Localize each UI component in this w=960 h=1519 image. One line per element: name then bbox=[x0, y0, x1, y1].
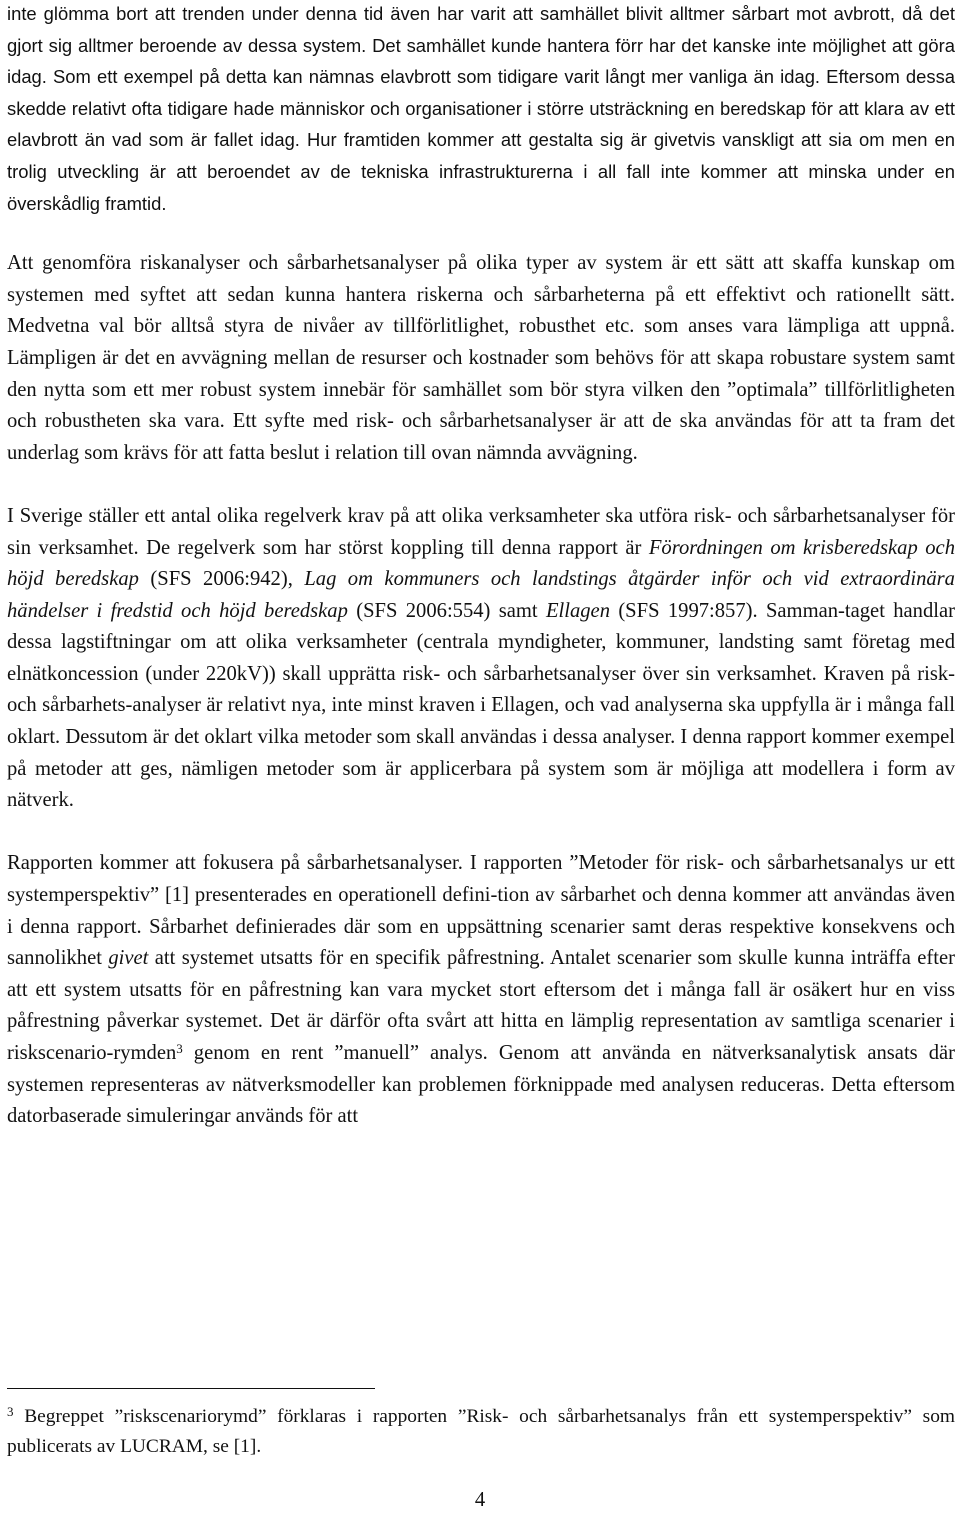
text-run: (SFS 2006:554) samt bbox=[347, 599, 546, 622]
paragraph-regulations bbox=[7, 501, 955, 817]
paragraph-intro bbox=[7, 0, 955, 219]
text-run: inte glömma bort att trenden under denna tid även har varit att samhället blivit alltmer sårbart mot avbrott, då det gjort sig alltmer beroende av dessa system. Det samhället kunde hantera förr har det kanske inte möjlighet att göra idag. Som ett exempel på detta kan nämnas elavbrott som tidigare varit långt mer vanliga än idag. Eftersom dessa skedde relativt ofta tidigare hade människor och organisationer i större utsträckning en beredskap för att klara av ett elavbrott än vad som är fallet idag. Hur framtiden kommer att gestalta sig är givetvis vanskligt att sia om men en trolig utveckling är att beroendet av de tekniska infrastrukturerna i all fall inte kommer att minska under en överskådlig framtid. bbox=[7, 3, 955, 214]
text-run: att systemet utsatts för en specifik påfrestning. Antalet scenarier som skulle kunna inträffa efter att ett system utsatts för en påfrestning kan vara mycket stort eftersom det i många fall är osäkert hur en viss påfrestning påverkar systemet. Det är därför ofta svårt att hitta en lämplig representation av samtliga scenarier i riskscenario-rymden bbox=[7, 947, 955, 1064]
text-run: (SFS 1997:857). Samman-taget handlar dessa lagstiftningar om att olika verksamheter (centrala myndigheter, kommuner, landsting samt företag med elnätkoncession (under 220kV)) skall upprätta risk- och sårbarhetsanalyser över sin verksamhet. Kraven på risk- och sårbarhets-analyser är relativt nya, inte minst kraven i Ellagen, och vad analyserna ska uppfylla är i många fall oklart. Dessutom är det oklart vilka metoder som skall användas i dessa analyser. I denna rapport kommer exempel på metoder att ges, nämligen metoder som är applicerbara på system som är möjliga att modellera i form av nätverk. bbox=[7, 599, 955, 812]
text-run: Rapporten kommer att fokusera på sårbarhetsanalyser. I rapporten ”Metoder för risk- och sårbarhetsanalys ur ett systemperspektiv” [1] presenterades en operationell defini-tion av sårbarhet och denna kommer att användas även i denna rapport. Sårbarhet definierades där som en uppsättning scenarier samt deras respektive konsekvens och sannolikhet bbox=[7, 852, 955, 970]
page-body bbox=[7, 0, 955, 1133]
footnote-marker: 3 bbox=[7, 1404, 14, 1419]
footnote-reference: 3 bbox=[176, 1041, 183, 1056]
footnote-text: Begreppet ”riskscenariorymd” förklaras i rapporten ”Risk- och sårbarhetsanalys från ett systemperspektiv” som publicerats av LUCRAM, se [1]. bbox=[7, 1406, 955, 1457]
italic-text: Lag om kommuners och landstings åtgärder inför och vid extraordinära händelser i fredstid och höjd beredskap bbox=[7, 568, 955, 622]
text-run: (SFS 2006:942), bbox=[138, 568, 305, 591]
italic-text: givet bbox=[108, 947, 149, 970]
italic-text: Förordningen om krisberedskap och höjd beredskap bbox=[7, 536, 955, 591]
page-number: 4 bbox=[474, 1489, 486, 1511]
text-run: I Sverige ställer ett antal olika regelverk krav på att olika verksamheter ska utföra risk- och sårbarhetsanalyser för sin verksamhet. De regelverk som har störst koppling till denna rapport är bbox=[7, 504, 955, 559]
footnote-separator bbox=[7, 1388, 375, 1389]
italic-text: Ellagen bbox=[545, 599, 610, 622]
footnote bbox=[7, 1402, 955, 1462]
paragraph-vulnerability bbox=[7, 848, 955, 1132]
text-run: genom en rent ”manuell” analys. Genom att använda en nätverksanalytisk ansats där systemen representeras av nätverksmodeller kan problemen förknippade med analysen reduceras. Detta eftersom datorbaserade simuleringar används för att bbox=[7, 1042, 955, 1128]
text-run: Att genomföra riskanalyser och sårbarhetsanalyser på olika typer av system är ett sätt att skaffa kunskap om systemen med syftet att sedan kunna hantera riskerna och sårbarheterna på ett effektivt och rationellt sätt. Medvetna val bör alltså styra de nivåer av tillförlitlighet, robusthet etc. som anses vara lämpliga att uppnå. Lämpligen är det en avvägning mellan de resurser och kostnader som behövs för att skapa robustare system samt den nytta som ett mer robust system innebär för samhället som bör styra vilken den ”optimala” tillförlitligheten och robustheten ska vara. Ett syfte med risk- och sårbarhetsanalyser är att de ska användas för att ta fram det underlag som krävs för att fatta beslut i relation till ovan nämnda avvägning. bbox=[7, 252, 955, 464]
paragraph-risk-analysis bbox=[7, 248, 955, 469]
